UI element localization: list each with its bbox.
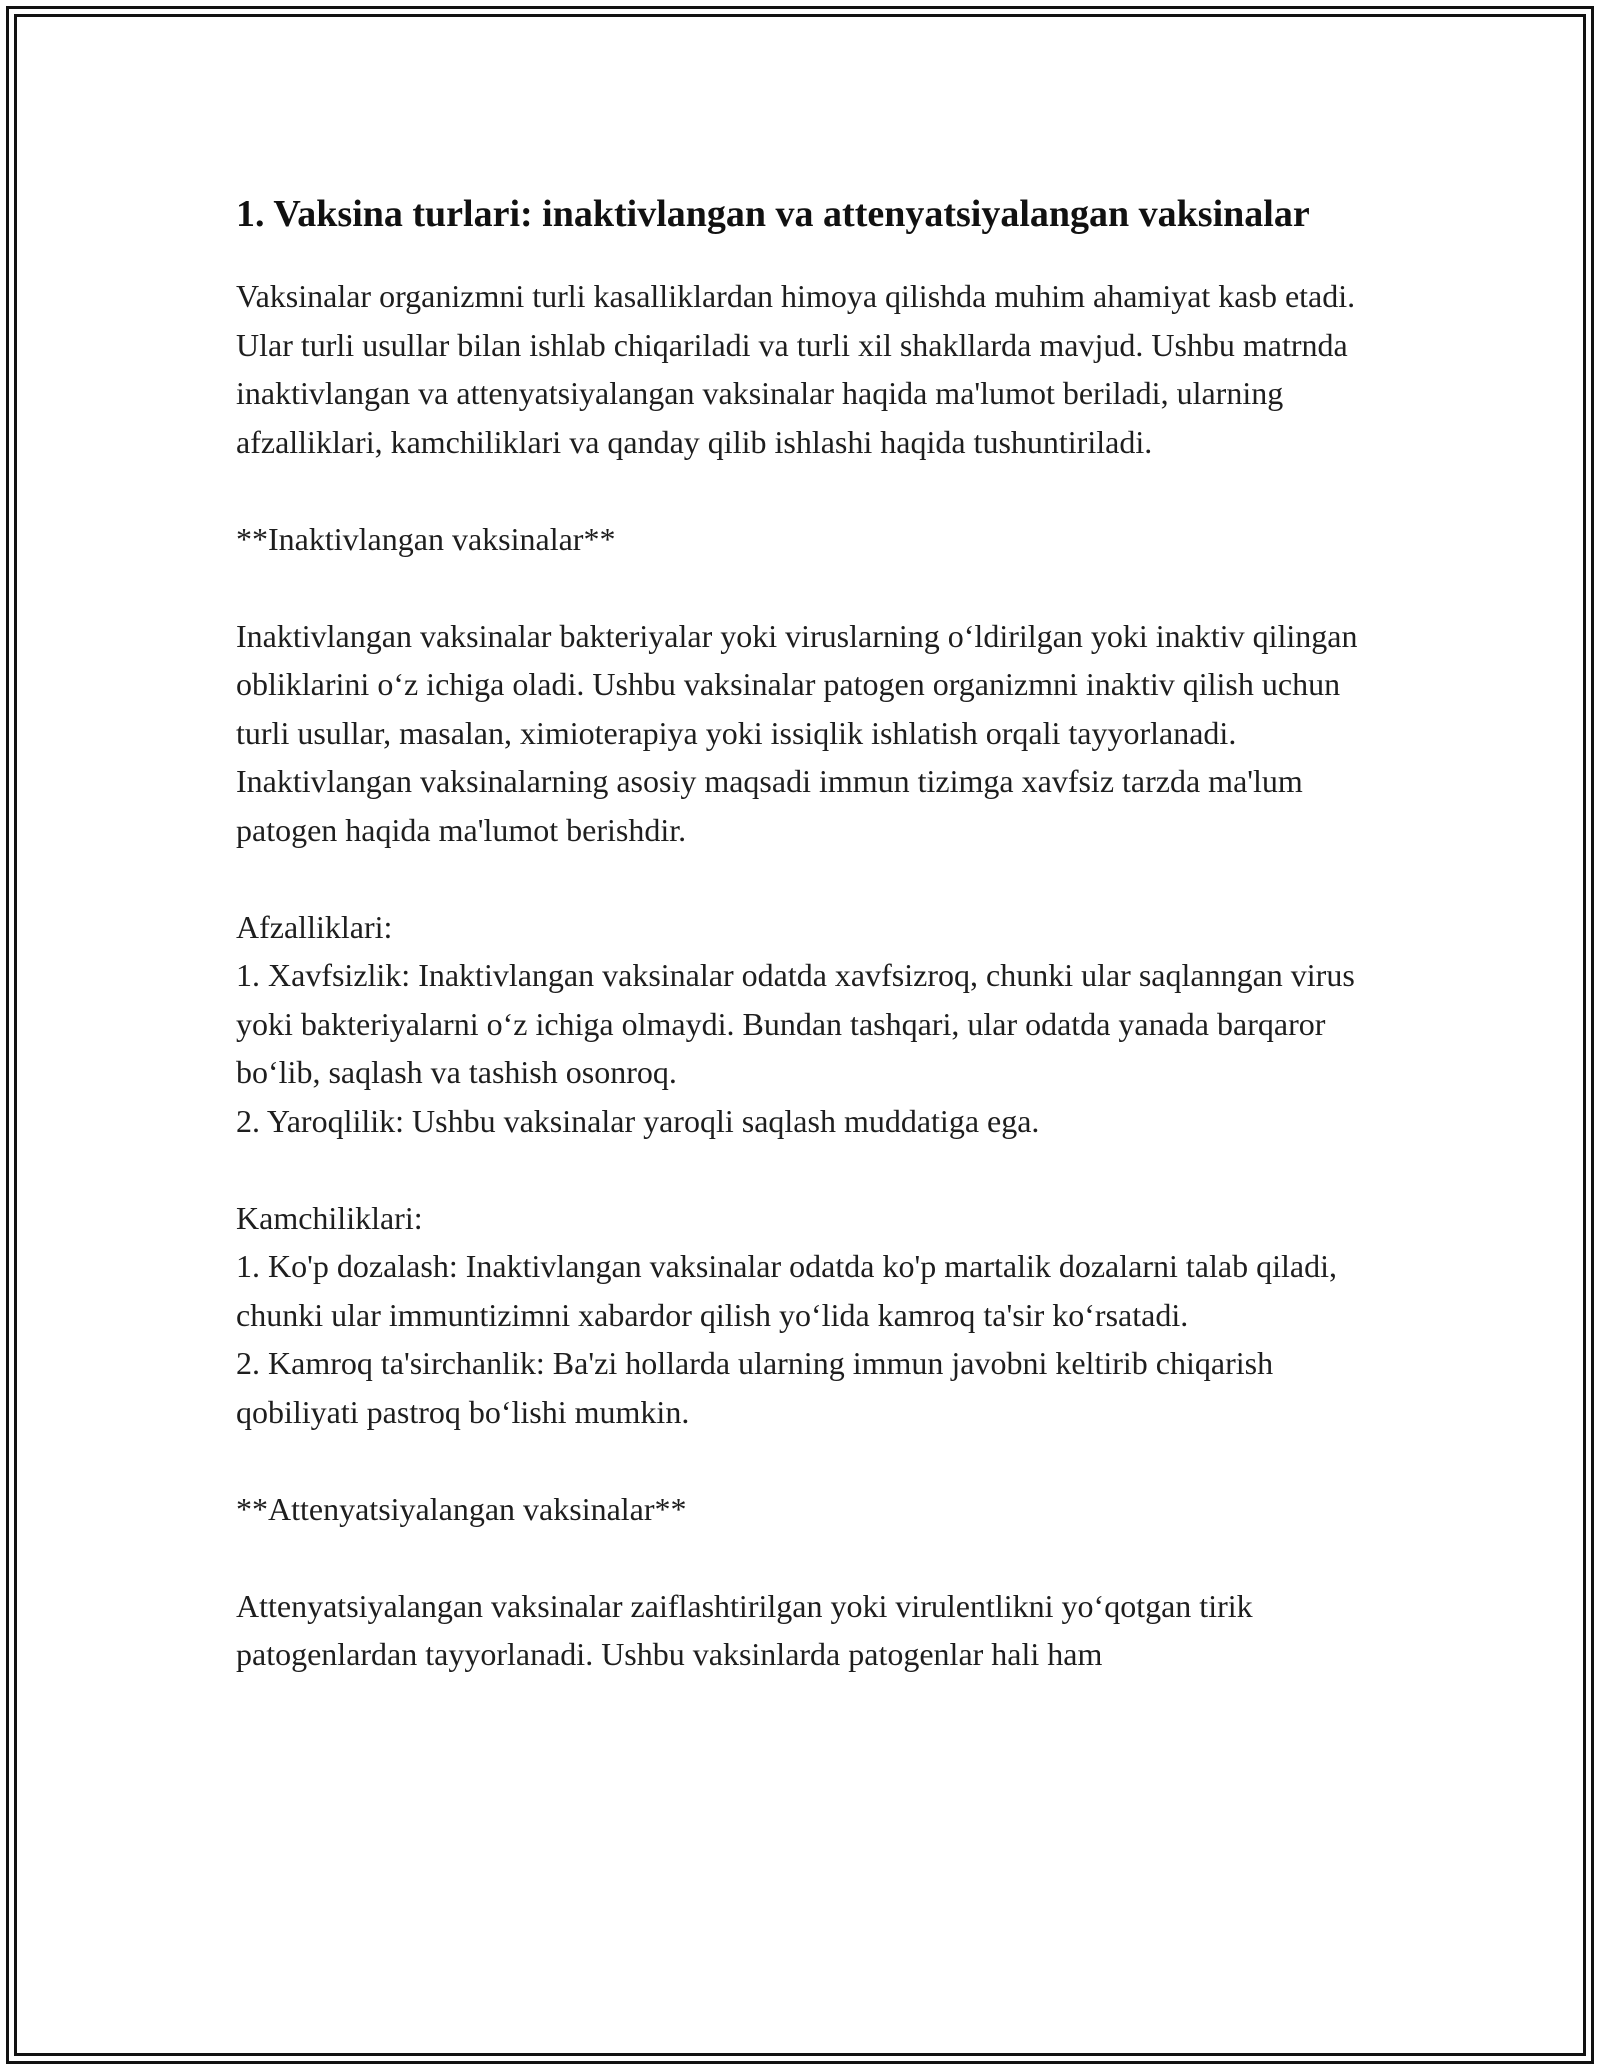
inactivated-description: Inaktivlangan vaksinalar bakteriyalar yoki viruslarning o‘ldirilgan yoki inaktiv qilingan obliklarini o‘z ichiga oladi. Ushbu vaksinalar patogen organizmni inaktiv qilish uchun turli usullar, masalan, ximioterapiya yoki issiqlik ishlatish orqali tayyorlanadi. Inaktivlangan vaksinalarning asosiy maqsadi immun tizimga xavfsiz tarzda ma'lum patogen haqida ma'lumot berishdir. xyxy=(236,617,1358,848)
paragraph-spacer xyxy=(236,1533,1386,1582)
document-title: 1. Vaksina turlari: inaktivlangan va attenyatsiyalangan vaksinalar xyxy=(236,193,1310,235)
disadvantage-item: 2. Kamroq ta'sirchanlik: Ba'zi hollarda ularning immun javobni keltirib chiqarish qobiliyati pastroq bo‘lishi mumkin. xyxy=(236,1345,1274,1430)
attenuated-description: Attenyatsiyalangan vaksinalar zaiflashtirilgan yoki virulentlikni yo‘qotgan tirik patogenlardan tayyorlanadi. Ushbu vaksinlarda patogenlar hali ham xyxy=(236,1587,1253,1672)
section-heading-inactivated: **Inaktivlangan vaksinalar** xyxy=(236,520,616,557)
disadvantage-item: 1. Ko'p dozalash: Inaktivlangan vaksinalar odatda ko'p martalik dozalarni talab qiladi, chunki ular immuntizimni xabardor qilish yo‘lida kamroq ta'sir ko‘rsatadi. xyxy=(236,1248,1337,1333)
paragraph-spacer xyxy=(236,563,1386,612)
section-heading-attenuated: **Attenyatsiyalangan vaksinalar** xyxy=(236,1490,687,1527)
paragraph-spacer xyxy=(236,1436,1386,1485)
disadvantages-label: Kamchiliklari: xyxy=(236,1199,423,1236)
intro-paragraph: Vaksinalar organizmni turli kasalliklardan himoya qilishda muhim ahamiyat kasb etadi. Ular turli usullar bilan ishlab chiqariladi va turli xil shakllarda mavjud. Ushbu matrnda inaktivlangan va attenyatsiyalangan vaksinalar haqida ma'lumot beriladi, ularning afzalliklari, kamchiliklari va qanday qilib ishlashi haqida tushuntiriladi. xyxy=(236,278,1356,460)
document-body xyxy=(236,186,1386,1679)
advantage-item: 2. Yaroqlilik: Ushbu vaksinalar yaroqli saqlash muddatiga ega. xyxy=(236,1102,1040,1139)
advantages-label: Afzalliklari: xyxy=(236,908,393,945)
paragraph-spacer xyxy=(236,466,1386,515)
paragraph-spacer xyxy=(236,1145,1386,1194)
advantage-item: 1. Xavfsizlik: Inaktivlangan vaksinalar odatda xavfsizroq, chunki ular saqlanngan virus yoki bakteriyalarni o‘z ichiga olmaydi. Bundan tashqari, ular odatda yanada barqaror bo‘lib, saqlash va tashish osonroq. xyxy=(236,957,1355,1090)
paragraph-spacer xyxy=(236,854,1386,903)
